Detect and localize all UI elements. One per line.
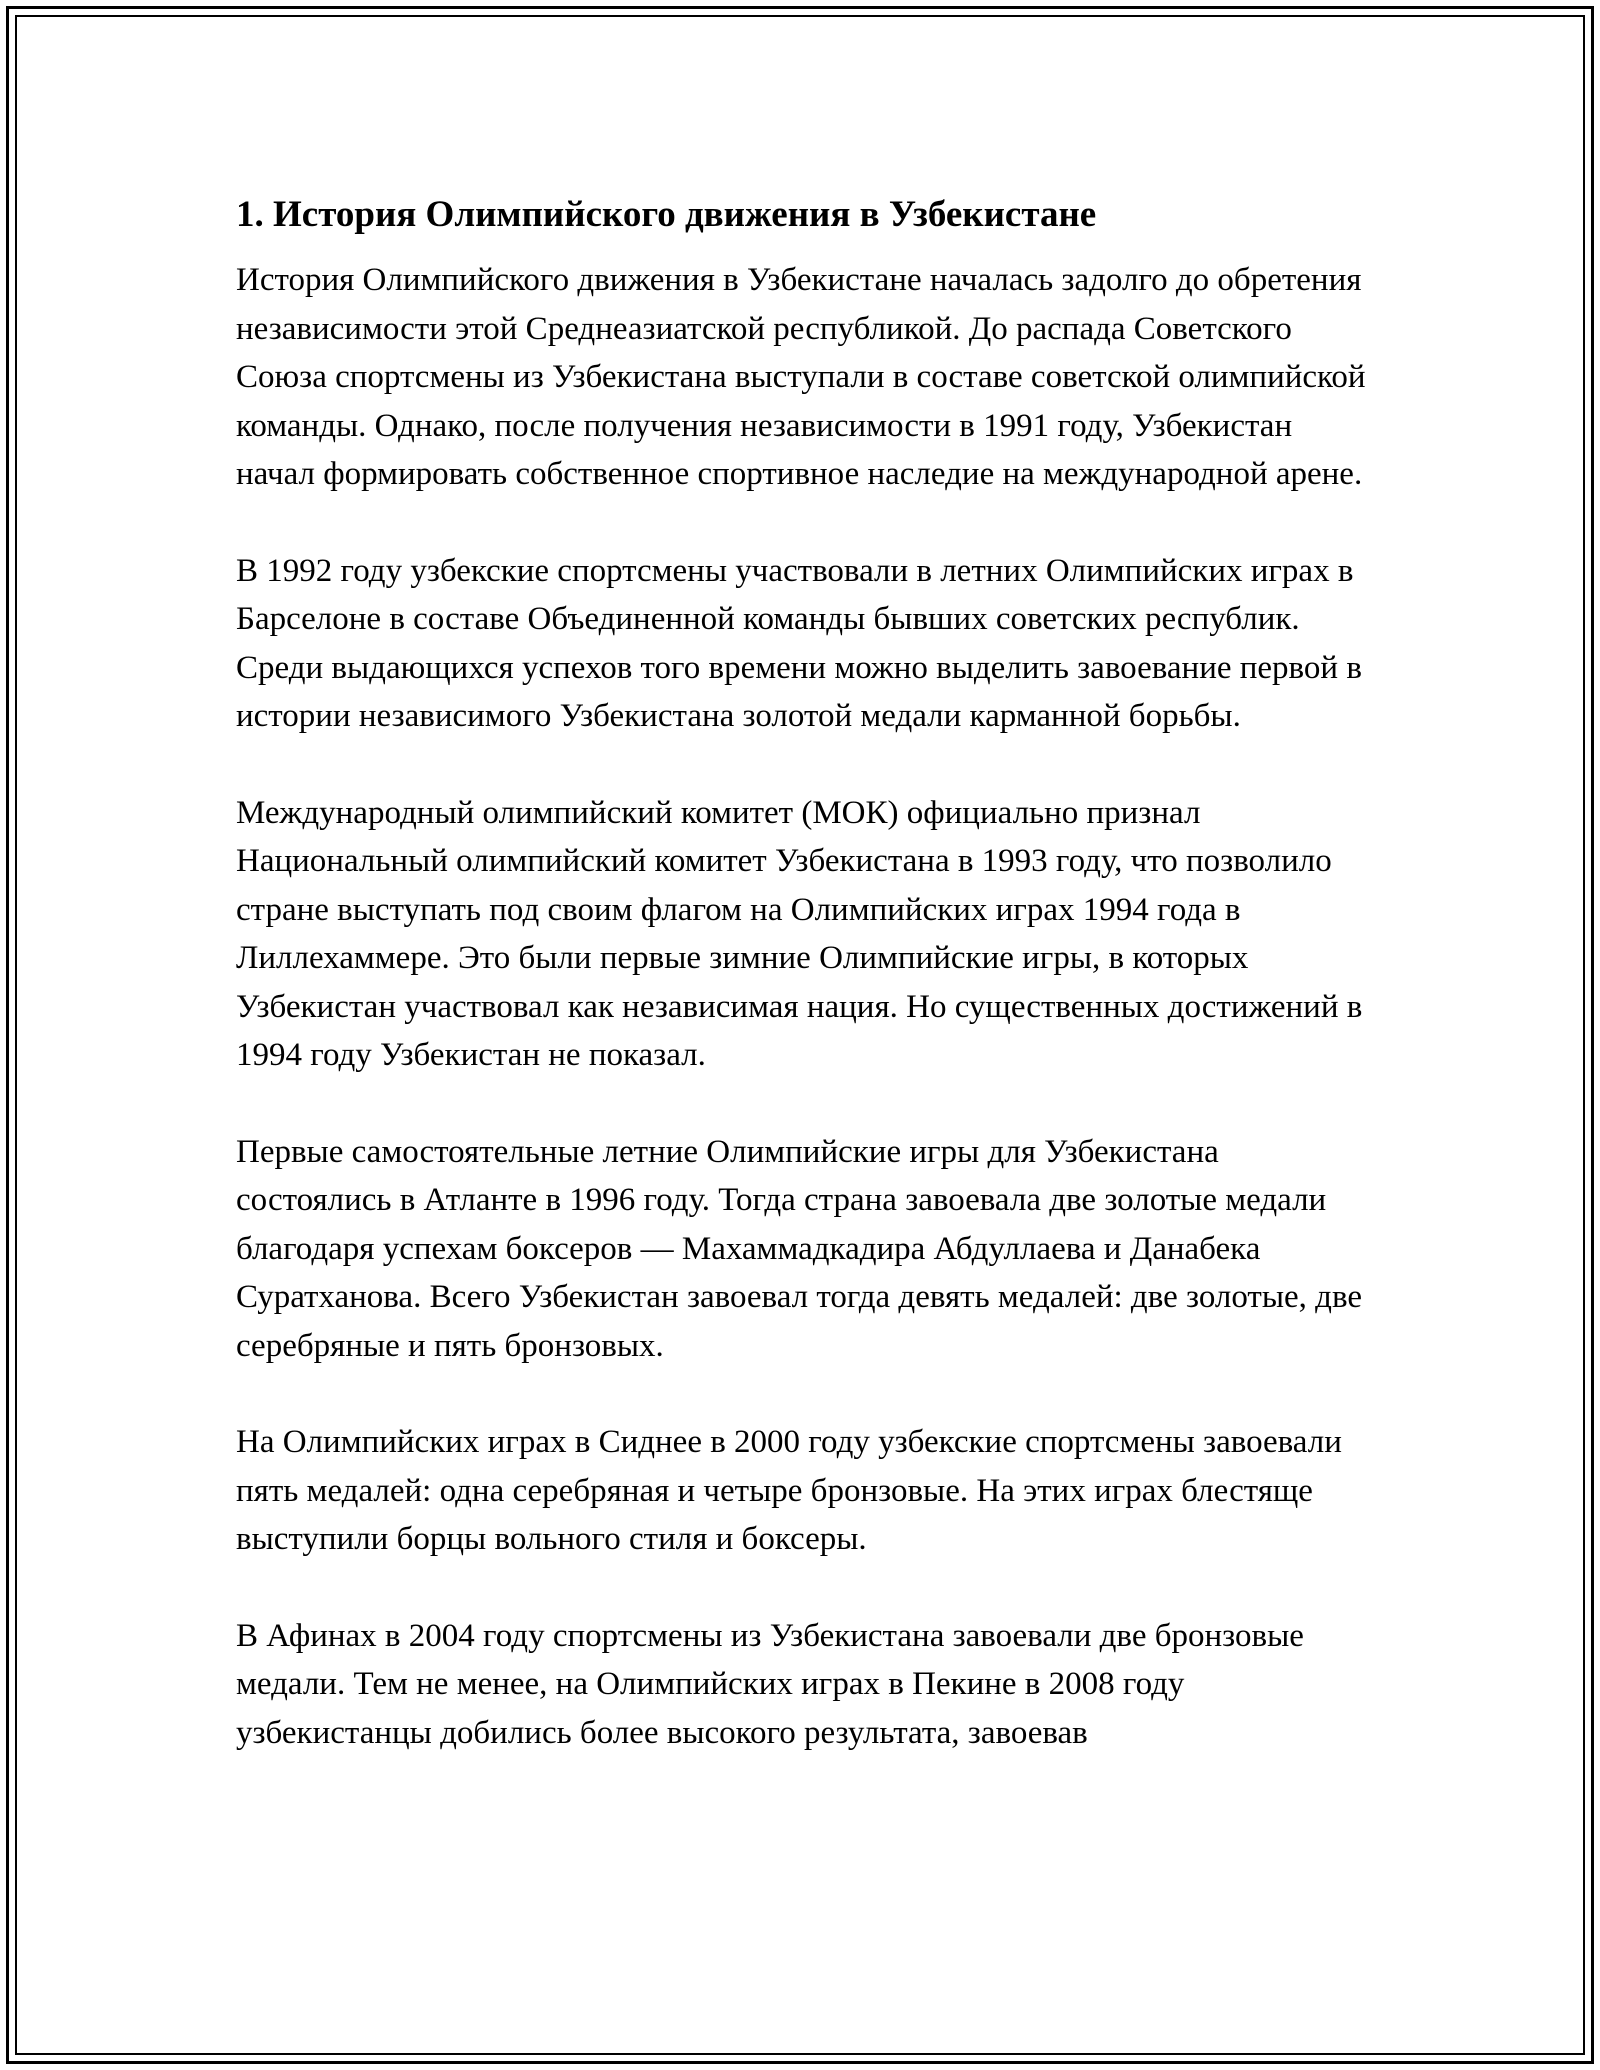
paragraph-4: Первые самостоятельные летние Олимпийские игры для Узбекистана состоялись в Атланте в 1996 году. Тогда страна завоевала две золотые медали благодаря успехам боксеров — Махаммадкадира Абдуллаева и Данабека Суратханова. Всего Узбекистан завоевал тогда девять медалей: две золотые, две серебряные и пять бронзовых. (236, 1133, 1362, 1364)
paragraph-2: В 1992 году узбекские спортсмены участвовали в летних Олимпийских играх в Барселоне в составе Объединенной команды бывших советских республик. Среди выдающихся успехов того времени можно выделить завоевание первой в истории независимого Узбекистана золотой медали карманной борьбы. (236, 552, 1362, 734)
paragraph-1: История Олимпийского движения в Узбекистане началась задолго до обретения независимости этой Среднеазиатской республикой. До распада Советского Союза спортсмены из Узбекистана выступали в составе советской олимпийской команды. Однако, после получения независимости в 1991 году, Узбекистан начал формировать собственное спортивное наследие на международной арене. (236, 262, 1366, 492)
section-heading: 1. История Олимпийского движения в Узбекистане (236, 194, 1097, 235)
paragraph-5: На Олимпийских играх в Сиднее в 2000 году узбекские спортсмены завоевали пять медалей: одна серебряная и четыре бронзовые. На этих играх блестяще выступили борцы вольного стиля и боксеры. (236, 1424, 1342, 1557)
paragraph-3: Международный олимпийский комитет (МОК) официально признал Национальный олимпийский комитет Узбекистана в 1993 году, что позволило стране выступать под своим флагом на Олимпийских играх 1994 года в Лиллехаммере. Это были первые зимние Олимпийские игры, в которых Узбекистан участвовал как независимая нация. Но существенных достижений в 1994 году Узбекистан не показал. (236, 794, 1363, 1073)
document-body (236, 188, 1376, 1805)
paragraph-6: В Афинах в 2004 году спортсмены из Узбекистана завоевали две бронзовые медали. Тем не менее, на Олимпийских играх в Пекине в 2008 году узбекистанцы добились более высокого результата, завоевав (236, 1617, 1304, 1751)
